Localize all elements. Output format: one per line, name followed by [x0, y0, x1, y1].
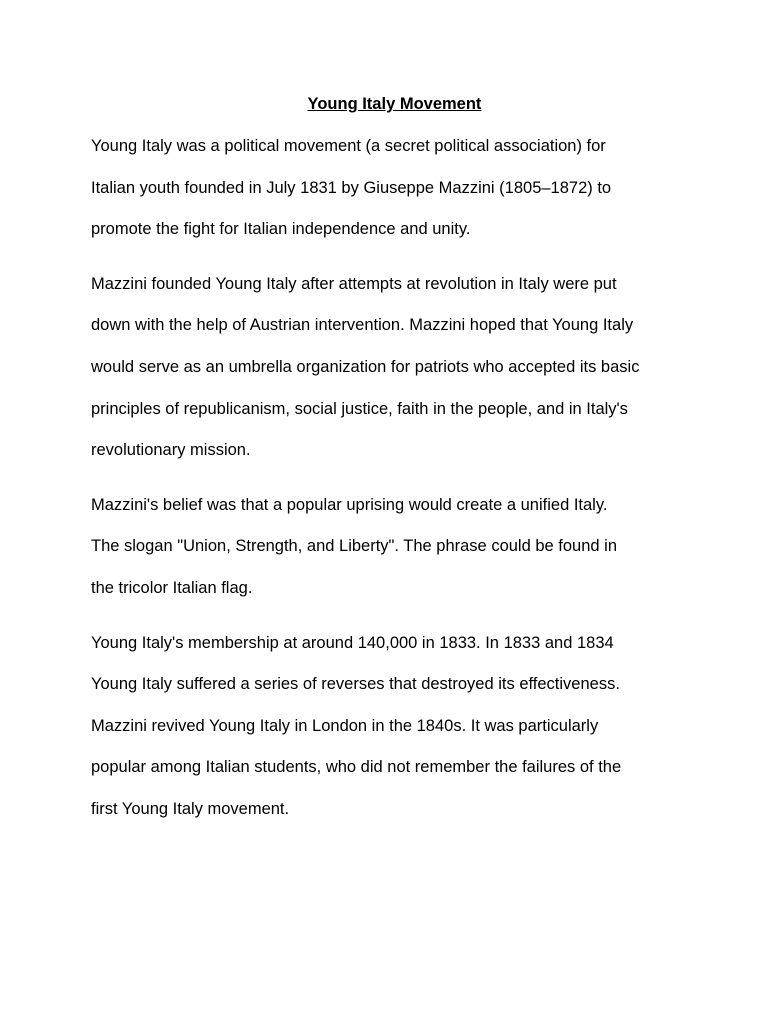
paragraph-line: the tricolor Italian flag.	[91, 578, 253, 597]
paragraph-line: first Young Italy movement.	[91, 799, 290, 818]
paragraph-line: promote the fight for Italian independence and unity.	[91, 220, 471, 239]
paragraph-line: popular among Italian students, who did not remember the failures of the	[91, 758, 622, 777]
paragraph-2	[91, 264, 691, 472]
paragraph-line: Young Italy suffered a series of reverses that destroyed its effectiveness.	[91, 675, 620, 694]
paragraph-line: Mazzini revived Young Italy in London in the 1840s. It was particularly	[91, 716, 599, 735]
paragraph-line: would serve as an umbrella organization for patriots who accepted its basic	[91, 357, 640, 376]
paragraph-line: principles of republicanism, social justice, faith in the people, and in Italy's	[91, 399, 628, 418]
paragraph-line: revolutionary mission.	[91, 441, 251, 460]
paragraph-line: Mazzini founded Young Italy after attempts at revolution in Italy were put	[91, 274, 617, 293]
paragraph-line: Mazzini's belief was that a popular uprising would create a unified Italy.	[91, 495, 608, 514]
paragraph-4	[91, 623, 691, 831]
paragraph-line: down with the help of Austrian intervention. Mazzini hoped that Young Italy	[91, 316, 634, 335]
paragraph-line: The slogan "Union, Strength, and Liberty". The phrase could be found in	[91, 537, 618, 556]
paragraph-3	[91, 485, 691, 610]
document-body	[91, 92, 691, 844]
paragraph-line: Young Italy's membership at around 140,000 in 1833. In 1833 and 1834	[91, 633, 614, 652]
paragraph-line: Italian youth founded in July 1831 by Giuseppe Mazzini (1805–1872) to	[91, 178, 612, 197]
paragraph-1	[91, 126, 691, 251]
document-title: Young Italy Movement	[307, 95, 482, 113]
paragraph-line: Young Italy was a political movement (a secret political association) for	[91, 137, 606, 155]
